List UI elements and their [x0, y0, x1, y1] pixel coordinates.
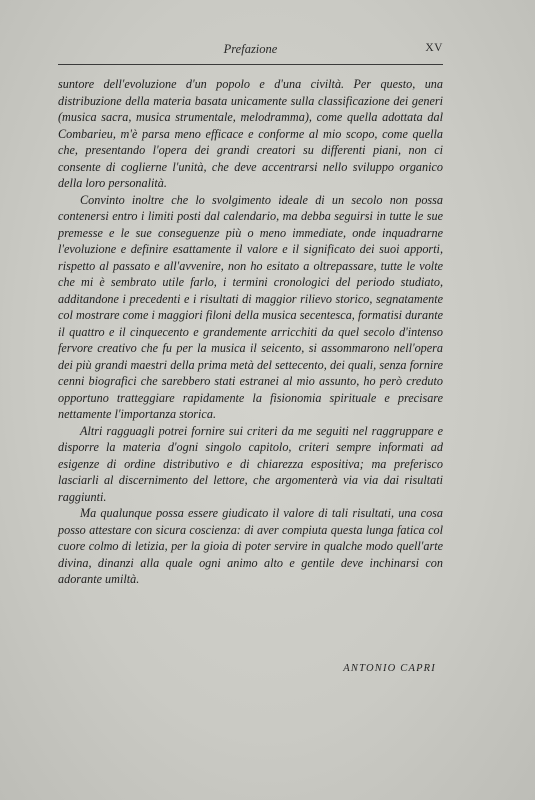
author-signature: ANTONIO CAPRI — [343, 663, 436, 674]
paragraph: Altri ragguagli potrei fornire sui criteri da me seguiti nel raggruppare e disporre la materia d'ogni singolo capitolo, criteri sempre informati ad esigenze di ordine distributivo e di chiarezza espositiva; ma preferisco lasciarli al discernimento del lettore, che argomenterà via via dai risultati raggiunti. — [58, 423, 443, 504]
paragraph: Convinto inoltre che lo svolgimento ideale di un secolo non possa contenersi entro i limiti posti dal calendario, ma debba seguirsi in tutte le sue premesse e le sue conseguenze più o meno immediate, onde inquadrarne l'evoluzione e definire esattamente il valore e il significato dei suoi apporti, rispetto al passato e all'avvenire, non ho esitato a oltrepassare, tutte le volte che mi è sembrato utile farlo, i termini cronologici del periodo studiato, additandone i precedenti e i risultati di maggior rilievo storico, segnatamente col mostrare come i maggiori filoni della musica secentesca, formatisi durante il quattro e il cinquecento e grandemente arricchiti da quel secolo d'intenso fervore creativo che fu per la musica il seicento, si assommarono nell'opera dei più grandi maestri della prima metà del settecento, dei quali, senza fornire cenni biografici che sarebbero stati estranei al mio assunto, ho però creduto opportuno tratteggiare rapidamente la fisionomia spirituale e precisare nettamente l'importanza storica. — [58, 192, 443, 421]
page-header — [58, 42, 443, 60]
page-number: XV — [425, 42, 443, 54]
header-rule — [58, 64, 443, 65]
running-title: Prefazione — [223, 42, 278, 56]
preface-body — [58, 76, 443, 588]
paragraph: Ma qualunque possa essere giudicato il valore di tali risultati, una cosa posso attestare con sicura coscienza: di aver compiuta questa lunga fatica col cuore colmo di letizia, per la gioia di poter servire in qualche modo quell'arte divina, dinanzi alla quale ogni animo alto e gentile deve inchinarsi con adorante umiltà. — [58, 506, 443, 586]
paragraph-continuation: suntore dell'evoluzione d'un popolo e d'una civiltà. Per questo, una distribuzione della materia basata unicamente sulla classificazione dei generi (musica sacra, musica strumentale, melodramma), come quella adottata dal Combarieu, m'è parsa meno efficace e conforme al mio scopo, come quella che, presentando l'opera dei grandi creatori su differenti piani, non ci consente di coglierne l'unità, che deve accentrarsi nello sviluppo organico della loro personalità. — [58, 77, 443, 190]
